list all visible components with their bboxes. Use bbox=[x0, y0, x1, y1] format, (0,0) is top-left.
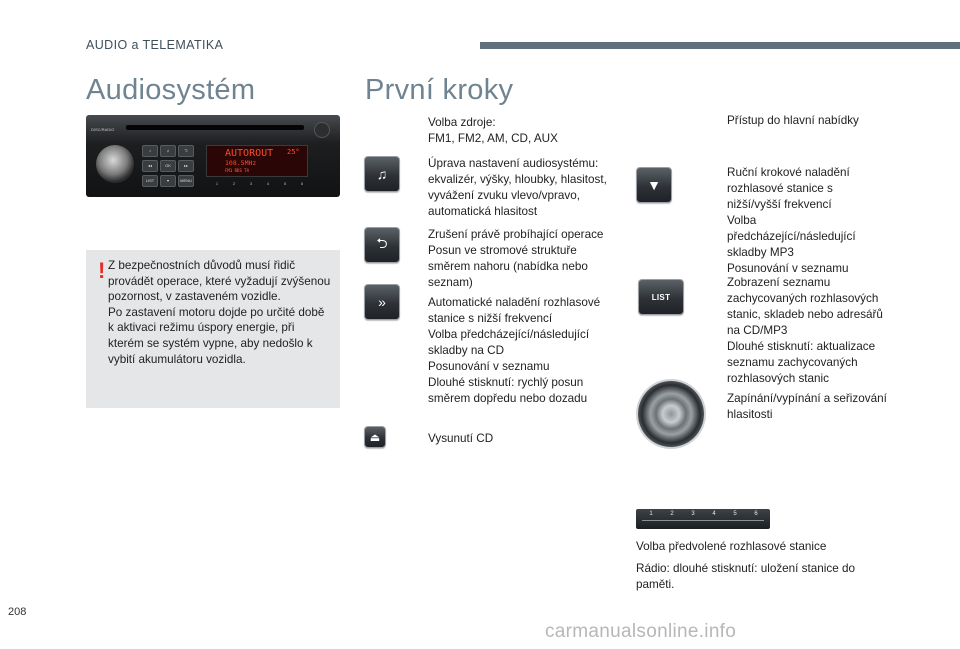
radio-display bbox=[206, 145, 308, 177]
radio-unit-image bbox=[86, 115, 340, 197]
preset-note: Rádio: dlouhé stisknutí: uložení stanice do paměti. bbox=[636, 562, 855, 591]
radio-preset: 4 bbox=[266, 181, 270, 186]
radio-preset: 5 bbox=[283, 181, 287, 186]
volume-knob-icon bbox=[638, 381, 704, 447]
radio-button-rewind: ◂◂ bbox=[142, 160, 158, 172]
radio-preset: 1 bbox=[215, 181, 219, 186]
eject-cd-text: Vysunutí CD bbox=[428, 432, 494, 445]
audio-settings-text: Úprava nastavení audiosystému: ekvalizér, výšky, hloubky, hlasitost, vyvážení zvuku vlevo/vpravo, automatická hlasitost bbox=[428, 157, 607, 218]
safety-warning-box bbox=[86, 250, 340, 408]
radio-preset: 2 bbox=[232, 181, 236, 186]
preset-number: 4 bbox=[712, 511, 716, 517]
preset-number: 5 bbox=[733, 511, 737, 517]
radio-preset: 3 bbox=[249, 181, 253, 186]
radio-preset-row bbox=[210, 179, 314, 189]
preset-number: 3 bbox=[691, 511, 695, 517]
page-title: Audiosystém bbox=[86, 74, 256, 106]
display-frequency: 108.5MHz bbox=[225, 159, 257, 167]
radio-button-list: LIST bbox=[142, 175, 158, 187]
volume-text: Zapínání/vypínání a seřizování hlasitosti bbox=[727, 392, 887, 421]
radio-button-menu: MENU bbox=[178, 175, 194, 187]
section-title: První kroky bbox=[365, 74, 514, 106]
preset-number: 2 bbox=[670, 511, 674, 517]
section-label: AUDIO a TELEMATIKA bbox=[86, 38, 224, 52]
preset-divider bbox=[642, 520, 764, 521]
radio-button-forward: ▸▸ bbox=[178, 160, 194, 172]
radio-eject-icon bbox=[314, 122, 330, 138]
radio-disc-label: DISC/RADIO bbox=[91, 127, 115, 132]
radio-button-source: ♪ bbox=[142, 145, 158, 157]
cd-slot bbox=[126, 125, 304, 130]
radio-button-back: ⮌ bbox=[178, 145, 194, 157]
display-status-bar: FM1 RDS TA bbox=[225, 168, 250, 173]
preset-number: 6 bbox=[754, 511, 758, 517]
header-divider bbox=[480, 42, 960, 49]
warning-text: Z bezpečnostních důvodů musí řidič provádět operace, které vyžadují zvýšenou pozornost, v zastaveném vozidle. Po zastavení motoru dojde po určité době k aktivaci režimu úspory energie, při kterém se systém vypne, aby nedošlo k vybití akumulátoru vozidla. bbox=[108, 259, 331, 366]
display-main-text: AUTOROUT bbox=[225, 148, 274, 159]
back-arrow-icon: ⮌ bbox=[364, 227, 400, 263]
watermark: carmanualsonline.info bbox=[545, 621, 737, 642]
down-arrow-icon: ▼ bbox=[636, 167, 672, 203]
fast-forward-icon: » bbox=[364, 284, 400, 320]
eject-icon: ⏏ bbox=[364, 426, 386, 448]
warning-exclamation-icon: ! bbox=[98, 258, 106, 283]
list-stations-text: Zobrazení seznamu zachycovaných rozhlasových stanic, skladeb nebo adresářů na CD/MP3 Dlouhé stisknutí: aktualizace seznamu zachycovaných rozhlasových stanic bbox=[727, 276, 883, 385]
preset-buttons-image bbox=[636, 509, 770, 529]
music-note-icon: ♫ bbox=[364, 156, 400, 192]
radio-button-down: ▾ bbox=[160, 175, 176, 187]
main-menu-text: Přístup do hlavní nabídky bbox=[727, 114, 859, 127]
preset-number: 1 bbox=[649, 511, 653, 517]
source-select-text: Volba zdroje: FM1, FM2, AM, CD, AUX bbox=[428, 116, 558, 145]
page-number: 208 bbox=[8, 606, 27, 618]
cancel-operation-text: Zrušení právě probíhající operace Posun ve stromové struktuře směrem nahoru (nabídka nebo seznam) bbox=[428, 228, 604, 289]
auto-tune-text: Automatické naladění rozhlasové stanice s nižší frekvencí Volba předcházející/následující skladby na CD Posunování v seznamu Dlouhé stisknutí: rychlý posun směrem dopředu nebo dozadu bbox=[428, 296, 601, 405]
preset-caption: Volba předvolené rozhlasové stanice bbox=[636, 540, 827, 553]
radio-button-audio: ♫ bbox=[160, 145, 176, 157]
manual-tune-text: Ruční krokové naladění rozhlasové stanice s nižší/vyšší frekvencí Volba předcházející/následující skladby MP3 Posunování v seznamu bbox=[727, 166, 856, 275]
radio-button-ok: OK bbox=[160, 160, 176, 172]
list-icon: LIST bbox=[638, 279, 684, 315]
display-temperature: 25° bbox=[287, 148, 300, 156]
radio-preset: 6 bbox=[300, 181, 304, 186]
radio-volume-knob bbox=[96, 145, 134, 183]
